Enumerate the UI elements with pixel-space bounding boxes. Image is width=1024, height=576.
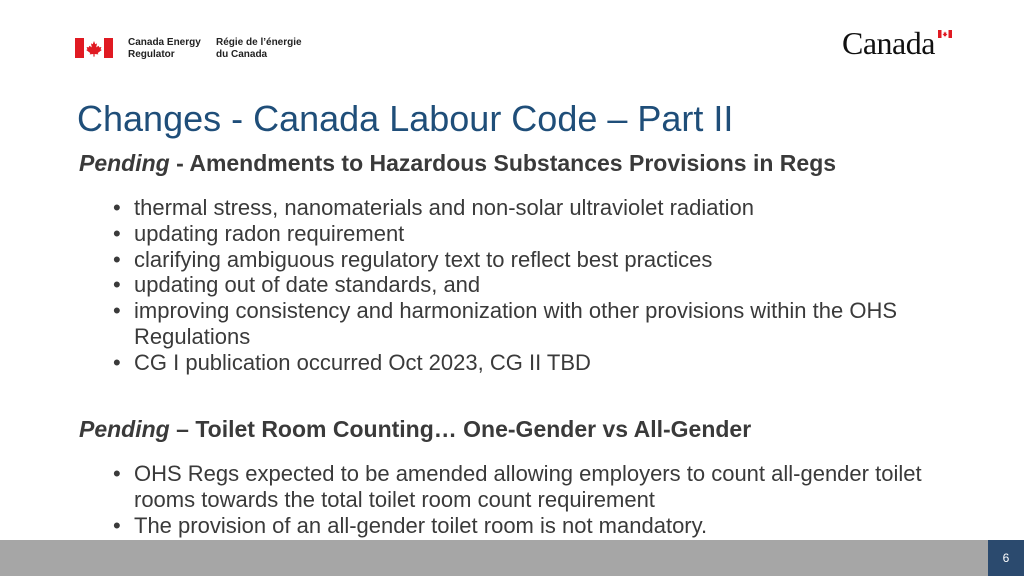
list-item [113, 513, 963, 539]
section-heading-hazardous-substances [79, 149, 836, 177]
bullet-icon: • [113, 272, 121, 298]
bullet-list-toilet-room [113, 461, 963, 538]
org-name-english [128, 37, 210, 60]
heading-separator: - [169, 150, 190, 176]
list-item-text: The provision of an all-gender toilet room is not mandatory. [134, 512, 708, 538]
bullet-icon: • [113, 512, 121, 538]
bullet-icon: • [113, 220, 121, 246]
list-item [113, 195, 963, 221]
slide-title: Changes - Canada Labour Code – Part II [77, 98, 734, 139]
bullet-icon: • [113, 461, 121, 486]
bullet-list-hazardous-substances [113, 195, 963, 376]
list-item [113, 350, 963, 376]
list-item [113, 247, 963, 273]
list-item-text: clarifying ambiguous regulatory text to reflect best practices [134, 246, 713, 272]
footer-bar [0, 540, 1024, 576]
list-item [113, 221, 963, 247]
section-heading-toilet-room [79, 415, 751, 443]
list-item-text: CG I publication occurred Oct 2023, CG II TBD [134, 349, 591, 375]
list-item-text: updating out of date standards, and [134, 272, 481, 298]
org-fr-line2: du Canada [216, 48, 268, 60]
wordmark-text: Canada [842, 25, 935, 61]
org-en-line2: Regulator [128, 48, 175, 60]
wordmark-flag-icon [938, 30, 952, 38]
list-item [113, 298, 963, 350]
org-en-line1: Canada Energy [128, 37, 201, 48]
bullet-icon: • [113, 195, 121, 220]
list-item-text: improving consistency and harmonization with other provisions within the OHS Regulations [134, 298, 898, 349]
bullet-icon: • [113, 246, 121, 272]
org-name-french [216, 37, 302, 60]
bullet-icon: • [113, 349, 121, 375]
heading-text: Amendments to Hazardous Substances Provisions in Regs [189, 150, 837, 176]
list-item-text: thermal stress, nanomaterials and non-solar ultraviolet radiation [134, 195, 754, 220]
org-fr-line1: Régie de l’énergie [216, 37, 302, 48]
list-item-text: updating radon requirement [134, 220, 405, 246]
heading-text: Toilet Room Counting… One-Gender vs All-Gender [195, 416, 752, 442]
page-number: 6 [988, 540, 1024, 576]
cer-logo [75, 37, 302, 60]
status-label: Pending [79, 150, 170, 176]
list-item [113, 461, 963, 513]
list-item-text: OHS Regs expected to be amended allowing employers to count all-gender toilet rooms towards the total toilet room count requirement [134, 461, 922, 512]
status-label: Pending [79, 416, 170, 442]
bullet-icon: • [113, 298, 121, 324]
list-item [113, 272, 963, 298]
heading-separator: – [169, 416, 196, 442]
canada-flag-icon [75, 38, 113, 58]
canada-wordmark [842, 26, 935, 60]
